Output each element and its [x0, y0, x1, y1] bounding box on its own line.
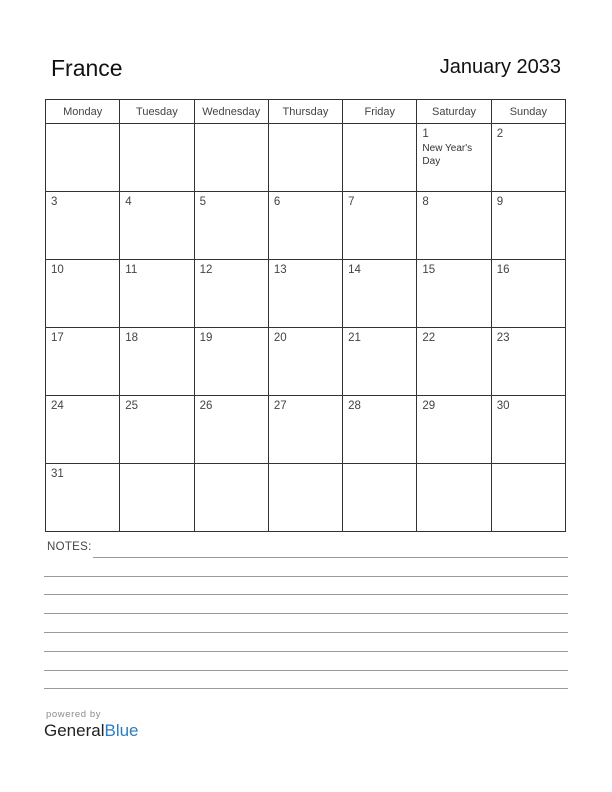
- notes-line: [44, 632, 568, 633]
- weekday-header-row: [46, 100, 566, 124]
- day-number: 31: [51, 468, 64, 480]
- calendar-grid: [45, 99, 566, 532]
- week-row: [46, 192, 566, 260]
- day-cell: [194, 396, 268, 464]
- day-cell: [268, 192, 342, 260]
- day-cell: [46, 396, 120, 464]
- day-cell: [120, 124, 194, 192]
- day-number: 24: [51, 400, 64, 412]
- week-row: [46, 124, 566, 192]
- day-number: 21: [348, 332, 361, 344]
- day-cell: [417, 124, 491, 192]
- day-cell: [120, 396, 194, 464]
- day-cell: [120, 464, 194, 532]
- day-number: 15: [422, 264, 436, 276]
- week-row: [46, 328, 566, 396]
- day-number: 11: [125, 264, 138, 276]
- day-number: 19: [199, 332, 213, 344]
- day-cell: [343, 260, 417, 328]
- day-number: 1: [422, 128, 429, 140]
- day-cell: [120, 328, 194, 396]
- notes-line: [44, 594, 568, 595]
- day-number: 20: [273, 332, 287, 344]
- week-row: [46, 260, 566, 328]
- week-row: [46, 464, 566, 532]
- day-cell: [268, 124, 342, 192]
- month-year-title: January 2033: [439, 56, 561, 78]
- day-number: 3: [51, 196, 58, 208]
- day-number: 16: [496, 264, 510, 276]
- day-cell: [491, 260, 565, 328]
- day-cell: [194, 124, 268, 192]
- day-number: 23: [496, 332, 510, 344]
- day-cell: [46, 464, 120, 532]
- day-number: 7: [348, 196, 355, 208]
- notes-label: NOTES:: [47, 541, 92, 553]
- logo-general-text: General: [44, 721, 105, 740]
- holiday-label: New Year's Day: [422, 143, 473, 167]
- day-cell: [268, 396, 342, 464]
- day-number: 5: [199, 196, 206, 208]
- day-number: 26: [199, 400, 213, 412]
- notes-line: [44, 670, 568, 671]
- generalblue-logo[interactable]: [44, 721, 139, 741]
- day-cell: [194, 192, 268, 260]
- weekday-thursday: Thursday: [268, 100, 342, 124]
- day-cell: [417, 260, 491, 328]
- week-row: [46, 396, 566, 464]
- day-cell: [46, 260, 120, 328]
- weekday-sunday: Sunday: [491, 100, 565, 124]
- day-number: 12: [199, 264, 213, 276]
- weekday-wednesday: Wednesday: [194, 100, 268, 124]
- day-number: 27: [273, 400, 287, 412]
- day-cell: [343, 396, 417, 464]
- day-number: 30: [496, 400, 510, 412]
- powered-by-text: powered by: [46, 709, 102, 720]
- day-number: 4: [125, 196, 132, 208]
- notes-line: [44, 651, 568, 652]
- day-cell: [343, 464, 417, 532]
- day-cell: [343, 124, 417, 192]
- day-number: 13: [273, 264, 287, 276]
- day-cell: [46, 124, 120, 192]
- day-number: 29: [422, 400, 436, 412]
- day-cell: [417, 396, 491, 464]
- weekday-tuesday: Tuesday: [120, 100, 194, 124]
- day-cell: [194, 464, 268, 532]
- day-number: 18: [125, 332, 139, 344]
- day-number: 8: [422, 196, 429, 208]
- day-number: 10: [51, 264, 64, 276]
- day-cell: [491, 464, 565, 532]
- day-cell: [491, 124, 565, 192]
- day-cell: [343, 192, 417, 260]
- day-cell: [46, 328, 120, 396]
- day-cell: [491, 328, 565, 396]
- day-cell: [417, 464, 491, 532]
- day-cell: [491, 192, 565, 260]
- logo-blue-text: Blue: [104, 721, 139, 740]
- day-cell: [491, 396, 565, 464]
- weekday-monday: Monday: [46, 100, 120, 124]
- weekday-friday: Friday: [343, 100, 417, 124]
- day-cell: [268, 328, 342, 396]
- day-number: 28: [348, 400, 361, 412]
- day-number: 2: [496, 128, 504, 140]
- notes-line: [44, 613, 568, 614]
- day-number: 25: [125, 400, 139, 412]
- weekday-saturday: Saturday: [417, 100, 491, 124]
- country-title: France: [51, 55, 123, 81]
- notes-line: [93, 557, 568, 558]
- notes-line: [44, 576, 568, 577]
- day-cell: [194, 260, 268, 328]
- day-cell: [46, 192, 120, 260]
- day-number: 14: [348, 264, 361, 276]
- day-number: 22: [422, 332, 436, 344]
- day-cell: [343, 328, 417, 396]
- day-cell: [268, 464, 342, 532]
- day-cell: [194, 328, 268, 396]
- day-cell: [417, 192, 491, 260]
- day-cell: [120, 192, 194, 260]
- day-number: 17: [51, 332, 64, 344]
- day-number: 6: [273, 196, 281, 208]
- day-number: 9: [496, 196, 504, 208]
- day-cell: [417, 328, 491, 396]
- day-cell: [120, 260, 194, 328]
- notes-line: [44, 688, 568, 689]
- day-cell: [268, 260, 342, 328]
